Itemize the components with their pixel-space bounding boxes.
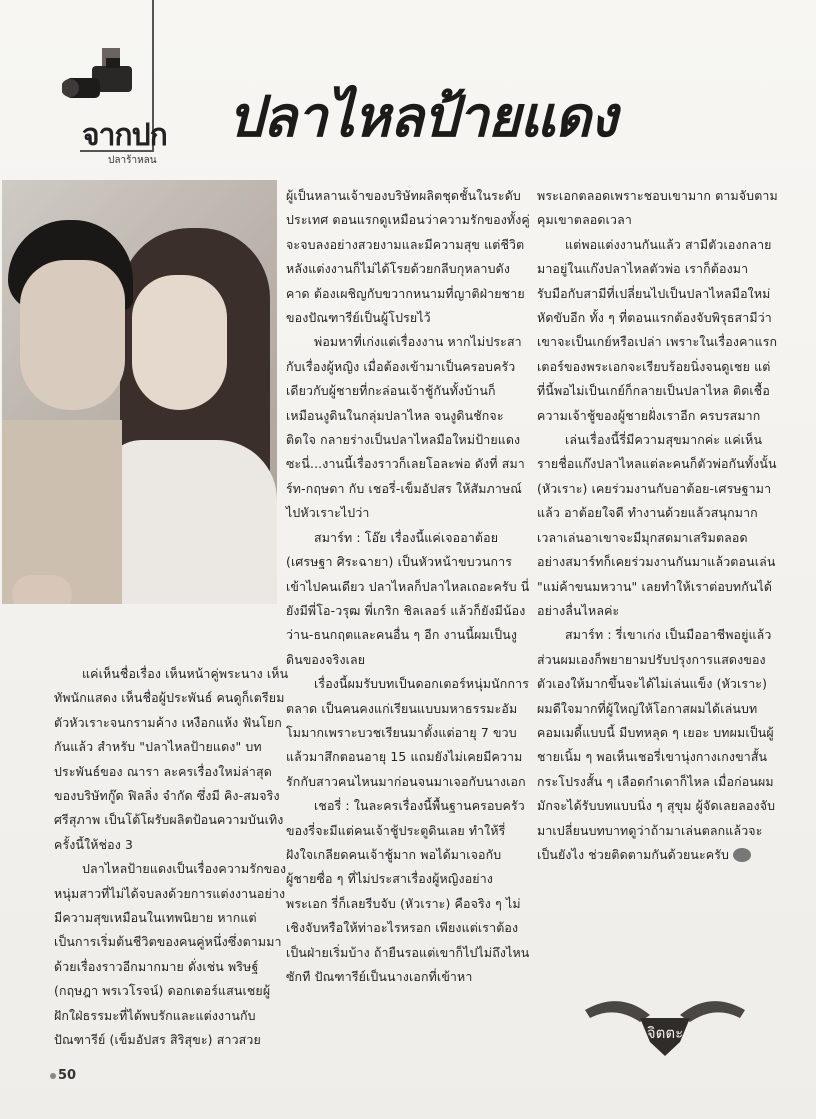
logo-text: จิตตะ <box>646 1024 684 1042</box>
magazine-logo <box>580 990 750 1060</box>
page-number: 50 <box>50 1068 76 1083</box>
paragraph: ปลาไหลป้ายแดงเป็นเรื่องความรักของหนุ่มสาวที่ไม่ได้จบลงด้วยการแต่งงานอย่างมีความสุขเหมือนในเทพนิยาย หากแต่เป็นการเริ่มต้นชีวิตของคนคู่หนึ่งซึ่งตามมาด้วยเรื่องราวอีกมากมาย ดั่งเช่น พริษฐ์ (กฤษฎา พรเวโรจน์) ดอกเตอร์แสนเชยผู้ฝักใฝ่ธรรมะที่ได้พบรักและแต่งงานกับ ปัณฑารีย์ (เข็มอัปสร สิริสุขะ) สาวสวย <box>54 861 287 1048</box>
paragraph: สมาร์ท : รี่เขาเก่ง เป็นมืออาชีพอยู่แล้ว ส่วนผมเองก็พยายามปรับปรุงการแสดงของตัวเองให้มากขึ้นจะได้ไม่เล่นแข็ง (หัวเราะ) ผมดีใจมากที่ผู้ใหญ่ให้โอกาสผมได้เล่นบทคอมเมดี้แบบนี้ มีบทหลุด ๆ เยอะ บทผมเป็นผู้ชายเนิ้ม ๆ พอเห็นเชอรี่เขานุ่งกางเกงขาสั้น กระโปรงสั้น ๆ เลือดกำเดาก็ไหล เมื่อก่อนผมมักจะได้รับบทแบบนิ่ง ๆ สุขุม ผู้จัดเลยลองจับมาเปลี่ยนบทบาทดูว่าถ้ามาเล่นตลกแล้วจะเป็นยังไง ช่วยติดตามกันด้วยนะครับ <box>537 627 776 862</box>
paragraph: แค่เห็นชื่อเรื่อง เห็นหน้าคู่พระนาง เห็นทัพนักแสดง เห็นชื่อผู้ประพันธ์ คนดูก็เตรียมตัวหัวเราะจนกรามค้าง เหงือกแห้ง ฟันโยกกันแล้ว สำหรับ "ปลาไหลป้ายแดง" บทประพันธ์ของ ณารา ละครเรื่องใหม่ล่าสุดของบริษัทกู๊ด ฟิลลิ่ง จำกัด ซึ่งมี คิง-สมจริง ศรีสุภาพ เป็นโต้โผรับผลิตป้อนความบันเทิงครั้งนี้ให้ช่อง 3 <box>54 666 289 852</box>
fish-icon <box>733 848 751 862</box>
article-column-left <box>54 662 290 1053</box>
couple-photo <box>2 180 277 604</box>
paragraph: แต่พอแต่งงานกันแล้ว สามีตัวเองกลายมาอยู่ในแก๊งปลาไหลตัวพ่อ เราก็ต้องมารับมือกับสามีที่เปลี่ยนไปเป็นปลาไหลมือใหม่หัดขับอีก ทั้ง ๆ ที่ตอนแรกต้องจับพิรุธสามีว่าเขาจะเป็นเกย์หรือเปล่า เพราะในเรื่องคาแรกเตอร์ของพระเอกจะเรียบร้อยนิ่งจนดูเชย แต่ที่นี้พอไม่เป็นเกย์ก็กลายเป็นปลาไหล ติดเชื้อความเจ้าชู้ของผู้ชายฝั่งเราอีก ครบรสมาก <box>537 236 778 423</box>
paragraph: ผู้เป็นหลานเจ้าของบริษัทผลิตชุดชั้นในระดับประเทศ ตอนแรกดูเหมือนว่าความรักของทั้งคู่จะจบลงอย่างสวยงามและมีความสุข แต่ชีวิตหลังแต่งงานก็ไม่ได้โรยด้วยกลีบกุหลาบดังคาด ต้องเผชิญกับขวากหนามที่ญาติฝ่ายชายของปัณฑารีย์เป็นผู้โปรยไว้ <box>286 188 530 326</box>
paragraph: เชอรี่ : ในละครเรื่องนี้พื้นฐานครอบครัวของรี่จะมีแต่คนเจ้าชู้ประตูดินเลย ทำให้รี่ฝังใจเกลียดคนเจ้าชู้มาก พอได้มาเจอกับผู้ชายซื่อ ๆ ที่ไม่ประสาเรื่องผู้หญิงอย่างพระเอก รี่ก็เลยรีบจับ (หัวเราะ) คือจริง ๆ ไม่เชิงจับหรือให้ท่าอะไรหรอก เพียงแต่เราต้องเป็นฝ่ายเริ่มบ้าง ถ้ายืนรอแต่เขาก็ไปไม่ถึงไหนซักที ปัณฑารีย์เป็นนางเอกที่เข้าหา <box>286 798 530 984</box>
paragraph: เรื่องนี้ผมรับบทเป็นดอกเตอร์หนุ่มนักการตลาด เป็นคนคงแก่เรียนแบบมหาธรรมะอัมโมมากเพราะบวชเรียนมาตั้งแต่อายุ 7 ขวบแล้วมาสึกตอนอายุ 15 แถมยังไม่เคยมีความรักกับสาวคนไหนมาก่อนจนมาเจอกับนางเอก <box>286 676 530 789</box>
article-column-middle <box>286 184 530 989</box>
column-label: จากปก <box>82 118 167 153</box>
paragraph: เล่นเรื่องนี้รี่มีความสุขมากค่ะ แค่เห็นรายชื่อแก๊งปลาไหลแต่ละคนก็ตัวพ่อกันทั้งนั้น (หัวเราะ) เคยร่วมงานกับอาต้อย-เศรษฐามาแล้ว อาต้อยใจดี ทำงานด้วยแล้วสนุกมาก เวลาเล่นอาเขาจะมีมุกสดมาเสริมตลอด อย่างสมาร์ทก็เคยร่วมงานกันมาแล้วตอนเล่น "แม่ค้าขนมหวาน" เลยทำให้เราต่อบทกันได้อย่างลื่นไหลค่ะ <box>537 432 777 618</box>
column-author: ปลาร้าหลน <box>108 155 157 166</box>
camera-icon <box>62 48 142 118</box>
paragraph: สมาร์ท : โอ๊ย เรื่องนี้แค่เจออาต้อย (เศรษฐา ศิระฉายา) เป็นหัวหน้าขบวนการเข้าไปคนเดียว ปลาไหลก็ปลาไหลเถอะครับ นี่ยังมีพี่โอ-วรุฒ พี่เกริก ชิลเลอร์ แล้วก็ยังมีน้องว่าน-ธนกฤตและคนอื่น ๆ อีก งานนี้ผมเป็นงูดินของจริงเลย <box>286 529 530 667</box>
article-column-right <box>537 184 778 867</box>
headline: ปลาไหลป้ายแดง <box>228 85 617 150</box>
paragraph: พระเอกตลอดเพราะชอบเขามาก ตามจับตามคุมเขาตลอดเวลา <box>537 188 778 228</box>
bullet-icon <box>50 1073 56 1079</box>
paragraph: พ่อมหาที่เก่งแต่เรื่องงาน หากไม่ประสากับเรื่องผู้หญิง เมื่อต้องเข้ามาเป็นครอบครัวเดียวกับผู้ชายที่กะล่อนเจ้าชู้กันทั้งบ้านก็เหมือนงูดินในกลุ่มปลาไหล จนงูดินชักจะติดใจ กลายร่างเป็นปลาไหลมือใหม่ป้ายแดงซะนี่...งานนี้เรื่องราวก็เลยโอละพ่อ ดังที่ สมาร์ท-กฤษดา กับ เชอรี่-เข็มอัปสร ให้สัมภาษณ์ไปหัวเราะไปว่า <box>286 334 525 521</box>
